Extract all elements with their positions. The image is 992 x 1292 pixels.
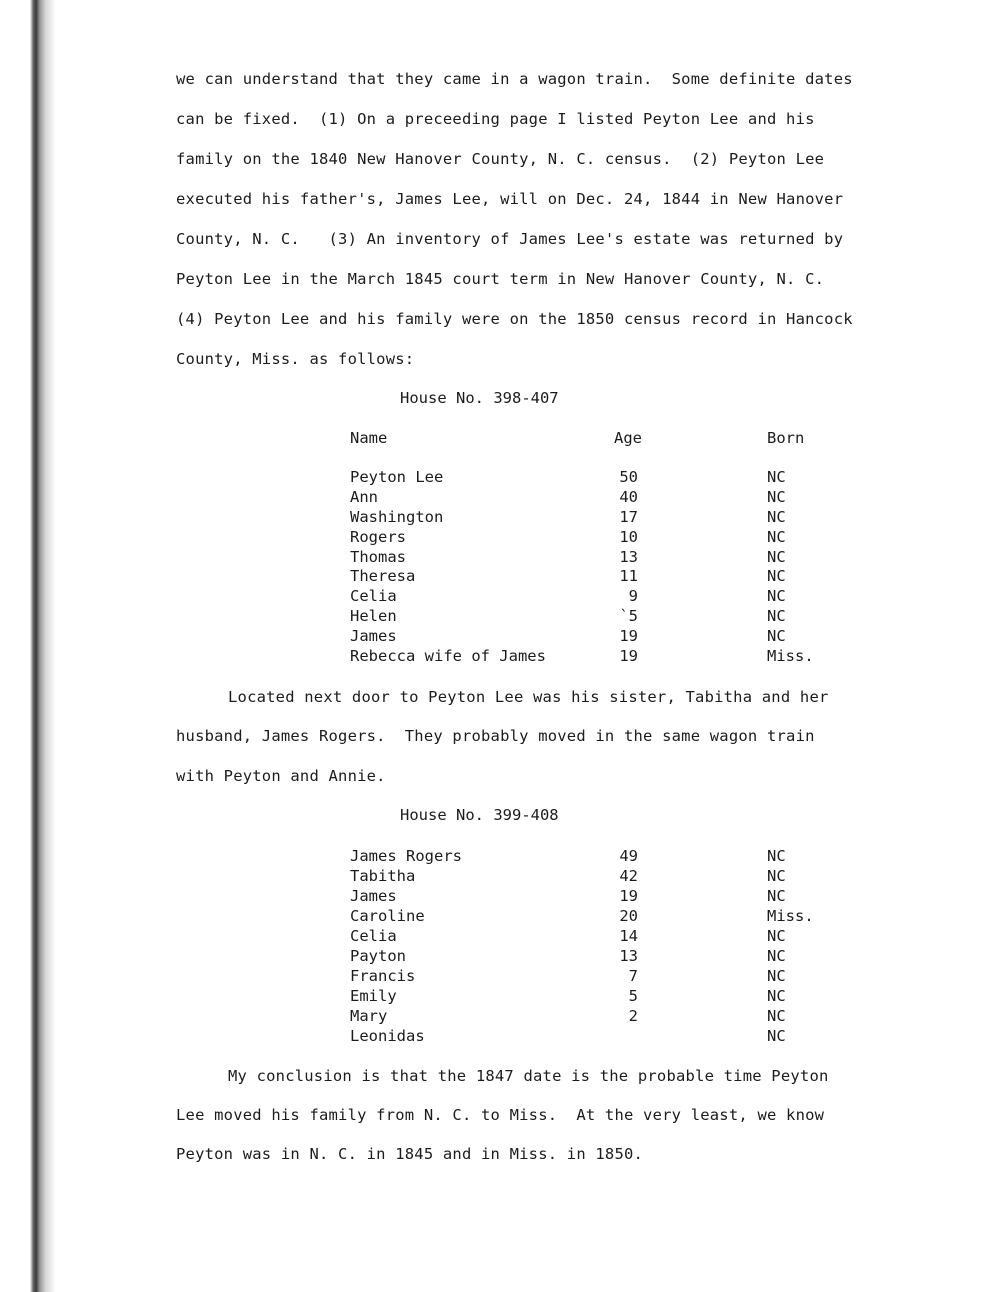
paragraph-line: Located next door to Peyton Lee was his sister, Tabitha and her xyxy=(228,688,829,706)
paragraph-line: can be fixed. (1) On a preceeding page I listed Peyton Lee and his xyxy=(176,110,815,128)
paragraph-line: Peyton Lee in the March 1845 court term in New Hanover County, N. C. xyxy=(176,270,825,288)
cell-age: 9 xyxy=(628,587,638,605)
header-age: Age xyxy=(614,429,642,447)
cell-age: `5 xyxy=(619,607,638,625)
paragraph-line: County, N. C. (3) An inventory of James Lee's estate was returned by xyxy=(176,230,844,248)
cell-name: Thomas xyxy=(350,548,406,566)
cell-born: NC xyxy=(767,528,786,546)
cell-age: 7 xyxy=(628,967,638,985)
cell-name: Peyton Lee xyxy=(350,468,444,486)
cell-name: Tabitha xyxy=(350,867,416,885)
cell-age: 20 xyxy=(619,907,638,925)
cell-age: 49 xyxy=(619,847,638,865)
paragraph-line: we can understand that they came in a wagon train. Some definite dates xyxy=(176,70,853,88)
cell-born: NC xyxy=(767,567,786,585)
cell-born: NC xyxy=(767,627,786,645)
cell-age: 5 xyxy=(628,987,638,1005)
cell-born: NC xyxy=(767,967,786,985)
cell-born: NC xyxy=(767,867,786,885)
paragraph-line: family on the 1840 New Hanover County, N. C. census. (2) Peyton Lee xyxy=(176,150,825,168)
cell-name: Payton xyxy=(350,947,406,965)
cell-age: 14 xyxy=(619,927,638,945)
paragraph-line: Peyton was in N. C. in 1845 and in Miss. in 1850. xyxy=(176,1145,644,1163)
cell-age: 19 xyxy=(619,627,638,645)
paragraph-line: Lee moved his family from N. C. to Miss. At the very least, we know xyxy=(176,1106,825,1124)
paragraph-line: My conclusion is that the 1847 date is the probable time Peyton xyxy=(228,1067,829,1085)
cell-born: NC xyxy=(767,1027,786,1045)
cell-name: Rogers xyxy=(350,528,406,546)
cell-name: Mary xyxy=(350,1007,388,1025)
cell-name: Francis xyxy=(350,967,416,985)
cell-born: NC xyxy=(767,987,786,1005)
cell-age: 13 xyxy=(619,947,638,965)
header-born: Born xyxy=(767,429,805,447)
cell-name: Celia xyxy=(350,587,397,605)
cell-name: Leonidas xyxy=(350,1027,425,1045)
cell-born: NC xyxy=(767,947,786,965)
paragraph-line: executed his father's, James Lee, will on Dec. 24, 1844 in New Hanover xyxy=(176,190,844,208)
house-2-title: House No. 399-408 xyxy=(400,806,559,824)
cell-name: Washington xyxy=(350,508,444,526)
cell-born: NC xyxy=(767,508,786,526)
cell-name: James Rogers xyxy=(350,847,462,865)
paragraph-line: (4) Peyton Lee and his family were on the 1850 census record in Hancock xyxy=(176,310,853,328)
paragraph-line: husband, James Rogers. They probably moved in the same wagon train xyxy=(176,727,815,745)
cell-age: 40 xyxy=(619,488,638,506)
cell-born: NC xyxy=(767,548,786,566)
cell-born: NC xyxy=(767,607,786,625)
cell-born: NC xyxy=(767,468,786,486)
scan-binding-edge xyxy=(0,0,62,1292)
cell-born: Miss. xyxy=(767,907,814,925)
house-1-title: House No. 398-407 xyxy=(400,389,559,407)
cell-name: Celia xyxy=(350,927,397,945)
cell-age: 19 xyxy=(619,887,638,905)
cell-age: 13 xyxy=(619,548,638,566)
cell-name: Helen xyxy=(350,607,397,625)
cell-age: 19 xyxy=(619,647,638,665)
cell-age: 2 xyxy=(628,1007,638,1025)
cell-age: 42 xyxy=(619,867,638,885)
cell-age: 11 xyxy=(619,567,638,585)
cell-name: Ann xyxy=(350,488,378,506)
cell-age: 50 xyxy=(619,468,638,486)
cell-born: NC xyxy=(767,887,786,905)
cell-age: 10 xyxy=(619,528,638,546)
cell-born: NC xyxy=(767,1007,786,1025)
cell-born: NC xyxy=(767,847,786,865)
cell-name: James xyxy=(350,887,397,905)
cell-name: Rebecca wife of James xyxy=(350,647,546,665)
cell-age: 17 xyxy=(619,508,638,526)
cell-born: NC xyxy=(767,488,786,506)
header-name: Name xyxy=(350,429,388,447)
paragraph-line: County, Miss. as follows: xyxy=(176,350,415,368)
cell-name: James xyxy=(350,627,397,645)
cell-born: NC xyxy=(767,927,786,945)
cell-born: NC xyxy=(767,587,786,605)
cell-name: Emily xyxy=(350,987,397,1005)
cell-name: Caroline xyxy=(350,907,425,925)
cell-born: Miss. xyxy=(767,647,814,665)
paragraph-line: with Peyton and Annie. xyxy=(176,767,386,785)
cell-name: Theresa xyxy=(350,567,416,585)
